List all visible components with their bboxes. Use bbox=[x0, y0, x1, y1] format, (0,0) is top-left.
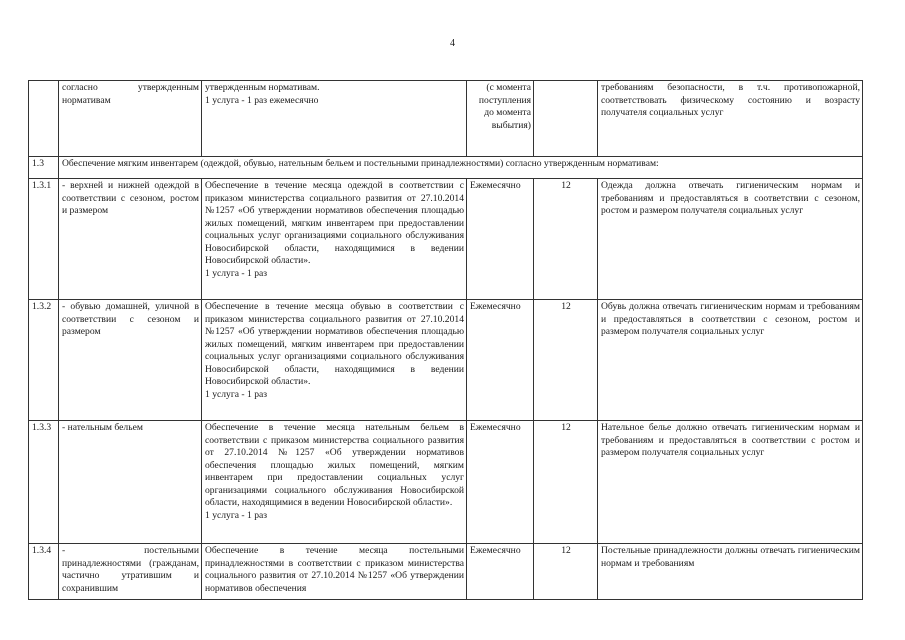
cell-name: - обувью домашней, уличной в соответствии с сезоном и размером bbox=[59, 300, 202, 421]
table-row bbox=[29, 421, 863, 544]
table-row bbox=[29, 300, 863, 421]
cell-requirements: Постельные принадлежности должны отвечать гигиеническим нормам и требованиям bbox=[598, 544, 863, 600]
cell-quantity: 12 bbox=[534, 544, 598, 600]
cell-periodicity: Ежемесячно bbox=[467, 179, 534, 300]
page-number: 4 bbox=[450, 38, 455, 49]
cell-name: - постельными принадлежностями (гражданам, частично утратившим и сохранившим bbox=[59, 544, 202, 600]
description-text: Обеспечение в течение месяца нательным бельем в соответствии с приказом министерства социального развития от 27.10.2014 №1257 «Об утверждении нормативов обеспечения площадью жилых помещений, мягким инвентарем при предоставлении социальных услуг организациями социального обслуживания Новосибирской области, находящимися в ведении Новосибирской области». bbox=[205, 422, 464, 508]
cell-periodicity: Ежемесячно bbox=[467, 300, 534, 421]
cell-requirements: требованиям безопасности, в т.ч. противопожарной, соответствовать физическому состоянию и возрасту получателя социальных услуг bbox=[598, 81, 863, 157]
cell-num: 1.3.1 bbox=[29, 179, 59, 300]
section-title: Обеспечение мягким инвентарем (одеждой, обувью, нательным бельем и постельными принадлежностями) согласно утвержденным нормативам: bbox=[59, 157, 863, 179]
cell-requirements: Обувь должна отвечать гигиеническим нормам и требованиям и предоставляться в соответствии с сезоном, ростом и размером получателя социальных услуг bbox=[598, 300, 863, 421]
cell-periodicity: (с момента поступления до момента выбытия) bbox=[467, 81, 534, 157]
description-text: Обеспечение в течение месяца обувью в соответствии с приказом министерства социального развития от 27.10.2014 №1257 «Об утверждении нормативов обеспечения площадью жилых помещений, мягким инвентарем при предоставлении социальных услуг организациями социального обслуживания Новосибирской области, находящимися в ведении Новосибирской области». bbox=[205, 301, 464, 387]
table-row-section bbox=[29, 157, 863, 179]
cell-num bbox=[29, 81, 59, 157]
cell-description: утвержденным нормативам. 1 услуга - 1 раз ежемесячно bbox=[202, 81, 467, 157]
cell-name: - нательным бельем bbox=[59, 421, 202, 544]
cell-quantity bbox=[534, 81, 598, 157]
cell-num: 1.3.3 bbox=[29, 421, 59, 544]
description-text: Обеспечение в течение месяца одеждой в соответствии с приказом министерства социального развития от 27.10.2014 №1257 «Об утверждении нормативов обеспечения площадью жилых помещений, мягким инвентарем при предоставлении социальных услуг организациями социального обслуживания Новосибирской области, находящимися в ведении Новосибирской области». bbox=[205, 180, 464, 266]
cell-description bbox=[202, 544, 467, 600]
cell-name: согласно утвержденным нормативам bbox=[59, 81, 202, 157]
service-count: 1 услуга - 1 раз bbox=[205, 267, 268, 279]
cell-quantity: 12 bbox=[534, 179, 598, 300]
table-row bbox=[29, 544, 863, 600]
cell-quantity: 12 bbox=[534, 300, 598, 421]
table-row-continuation bbox=[29, 81, 863, 157]
cell-num: 1.3 bbox=[29, 157, 59, 179]
cell-requirements: Одежда должна отвечать гигиеническим нормам и требованиям и предоставляться в соответствии с сезоном, ростом и размером получателя социальных услуг bbox=[598, 179, 863, 300]
cell-requirements: Нательное белье должно отвечать гигиеническим нормам и требованиям и предоставляться в соответствии с ростом и размером получателя социальных услуг bbox=[598, 421, 863, 544]
services-table bbox=[28, 80, 863, 600]
service-count: 1 услуга - 1 раз bbox=[205, 388, 268, 400]
cell-description bbox=[202, 179, 467, 300]
table-row bbox=[29, 179, 863, 300]
cell-quantity: 12 bbox=[534, 421, 598, 544]
cell-description bbox=[202, 300, 467, 421]
cell-description bbox=[202, 421, 467, 544]
service-count: 1 услуга - 1 раз bbox=[205, 509, 268, 521]
cell-num: 1.3.4 bbox=[29, 544, 59, 600]
cell-periodicity: Ежемесячно bbox=[467, 544, 534, 600]
description-text: Обеспечение в течение месяца постельными принадлежностями в соответствии с приказом министерства социального развития от 27.10.2014 №1257 «Об утверждении нормативов обеспечения bbox=[205, 545, 464, 594]
cell-name: - верхней и нижней одеждой в соответствии с сезоном, ростом и размером bbox=[59, 179, 202, 300]
cell-num: 1.3.2 bbox=[29, 300, 59, 421]
cell-periodicity: Ежемесячно bbox=[467, 421, 534, 544]
